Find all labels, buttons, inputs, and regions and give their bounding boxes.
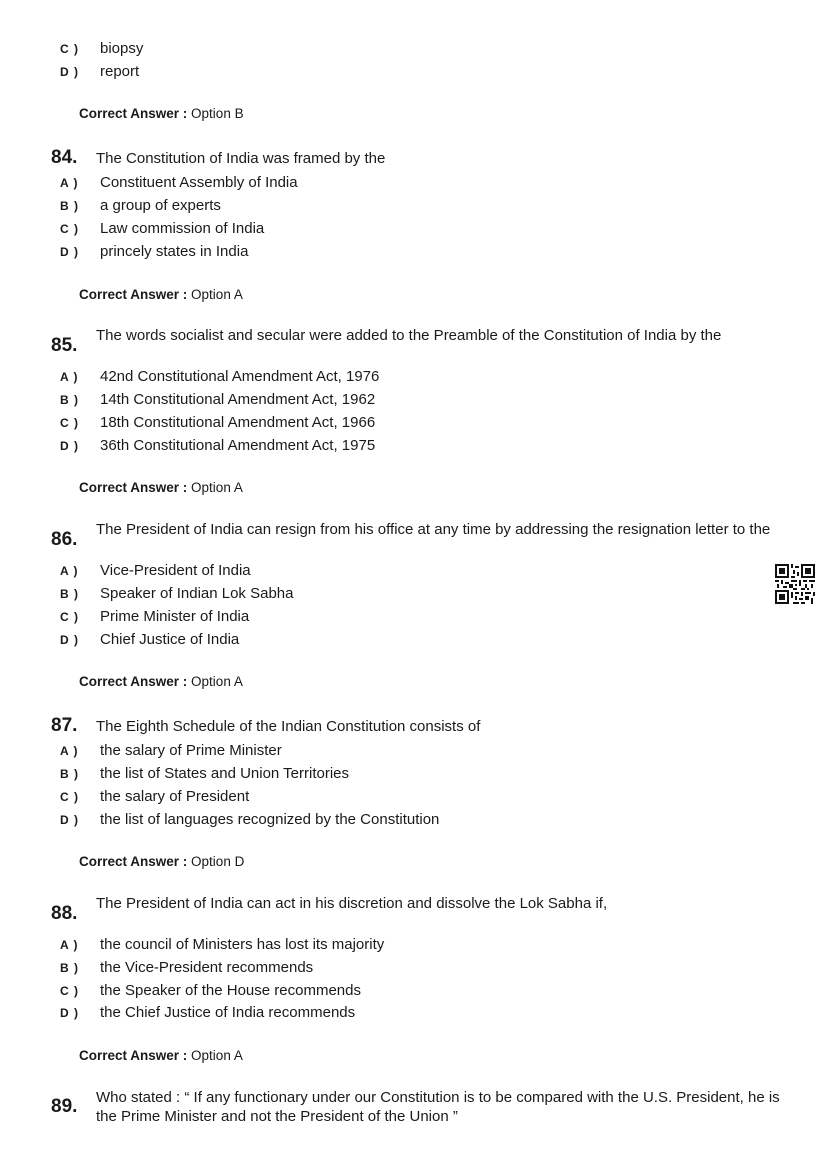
question-text: Who stated : “ If any functionary under our Constitution is to be compared with the U.S. President, he is the Prime Minister and not the President of the Union ” — [96, 1089, 780, 1125]
option-text: the salary of Prime Minister — [100, 742, 282, 759]
correct-answer — [79, 479, 243, 497]
option-text: Chief Justice of India — [100, 631, 240, 648]
correct-answer-label: Correct Answer : — [79, 674, 188, 689]
question-number: 89. — [51, 1096, 78, 1117]
option-letter: A ) — [60, 564, 79, 578]
option-letter: A ) — [60, 744, 79, 758]
option-letter: D ) — [60, 439, 79, 453]
option-letter: B ) — [60, 393, 79, 407]
option-text: the Vice-President recommends — [100, 959, 314, 976]
correct-answer-value: Option A — [191, 1048, 243, 1063]
option-letter: B ) — [60, 199, 79, 213]
correct-answer — [79, 1047, 243, 1065]
option-text: Constituent Assembly of India — [100, 174, 298, 191]
option-letter: D ) — [60, 633, 79, 647]
option-text: Law commission of India — [100, 220, 265, 237]
option-letter: A ) — [60, 370, 79, 384]
question-number: 86. — [51, 529, 78, 550]
question-number: 88. — [51, 903, 78, 924]
question-text: The Constitution of India was framed by the — [96, 150, 386, 167]
correct-answer-value: Option D — [191, 854, 245, 869]
option-text: princely states in India — [100, 243, 249, 260]
option-letter: D ) — [60, 813, 79, 827]
option-text: biopsy — [100, 40, 144, 57]
option-letter: B ) — [60, 587, 79, 601]
option-text: 36th Constitutional Amendment Act, 1975 — [100, 437, 376, 454]
option-letter: D ) — [60, 245, 79, 259]
option-letter: B ) — [60, 767, 79, 781]
qr-code-icon — [775, 564, 815, 604]
option-text: the Chief Justice of India recommends — [100, 1004, 356, 1021]
option-text: the list of languages recognized by the Constitution — [100, 811, 440, 828]
option-letter: D ) — [60, 1006, 79, 1020]
correct-answer-value: Option A — [191, 674, 243, 689]
option-letter: C ) — [60, 610, 79, 624]
correct-answer-value: Option A — [191, 480, 243, 495]
question-number: 85. — [51, 335, 78, 356]
option-text: a group of experts — [100, 197, 221, 214]
option-text: report — [100, 63, 140, 80]
correct-answer-label: Correct Answer : — [79, 480, 188, 495]
option-text: the Speaker of the House recommends — [100, 982, 361, 999]
option-letter: B ) — [60, 961, 79, 975]
option-text: the council of Ministers has lost its majority — [100, 936, 385, 953]
option-text: Speaker of Indian Lok Sabha — [100, 585, 294, 602]
option-letter: D ) — [60, 65, 79, 79]
option-letter: C ) — [60, 42, 79, 56]
correct-answer-value: Option B — [191, 106, 244, 121]
option-letter: C ) — [60, 790, 79, 804]
correct-answer-label: Correct Answer : — [79, 1048, 188, 1063]
question-text: The Eighth Schedule of the Indian Constitution consists of — [96, 718, 481, 735]
option-text: the list of States and Union Territories — [100, 765, 350, 782]
question-text: The President of India can act in his discretion and dissolve the Lok Sabha if, — [96, 895, 608, 912]
option-text: Prime Minister of India — [100, 608, 250, 625]
correct-answer-label: Correct Answer : — [79, 287, 188, 302]
option-letter: A ) — [60, 938, 79, 952]
option-text: 18th Constitutional Amendment Act, 1966 — [100, 414, 376, 431]
option-text: the salary of President — [100, 788, 250, 805]
option-letter: C ) — [60, 984, 79, 998]
correct-answer-label: Correct Answer : — [79, 854, 188, 869]
question-number: 84. — [51, 147, 78, 168]
correct-answer — [79, 105, 244, 123]
correct-answer — [79, 673, 243, 691]
correct-answer — [79, 286, 243, 304]
question-text: The President of India can resign from his office at any time by addressing the resignation letter to the — [96, 521, 771, 538]
question-text: The words socialist and secular were added to the Preamble of the Constitution of India by the — [96, 327, 722, 344]
correct-answer-value: Option A — [191, 287, 243, 302]
question-number: 87. — [51, 715, 78, 736]
correct-answer-label: Correct Answer : — [79, 106, 188, 121]
option-text: 14th Constitutional Amendment Act, 1962 — [100, 391, 376, 408]
option-letter: C ) — [60, 416, 79, 430]
option-letter: A ) — [60, 176, 79, 190]
option-text: Vice-President of India — [100, 562, 251, 579]
option-letter: C ) — [60, 222, 79, 236]
correct-answer — [79, 853, 244, 871]
option-text: 42nd Constitutional Amendment Act, 1976 — [100, 368, 380, 385]
